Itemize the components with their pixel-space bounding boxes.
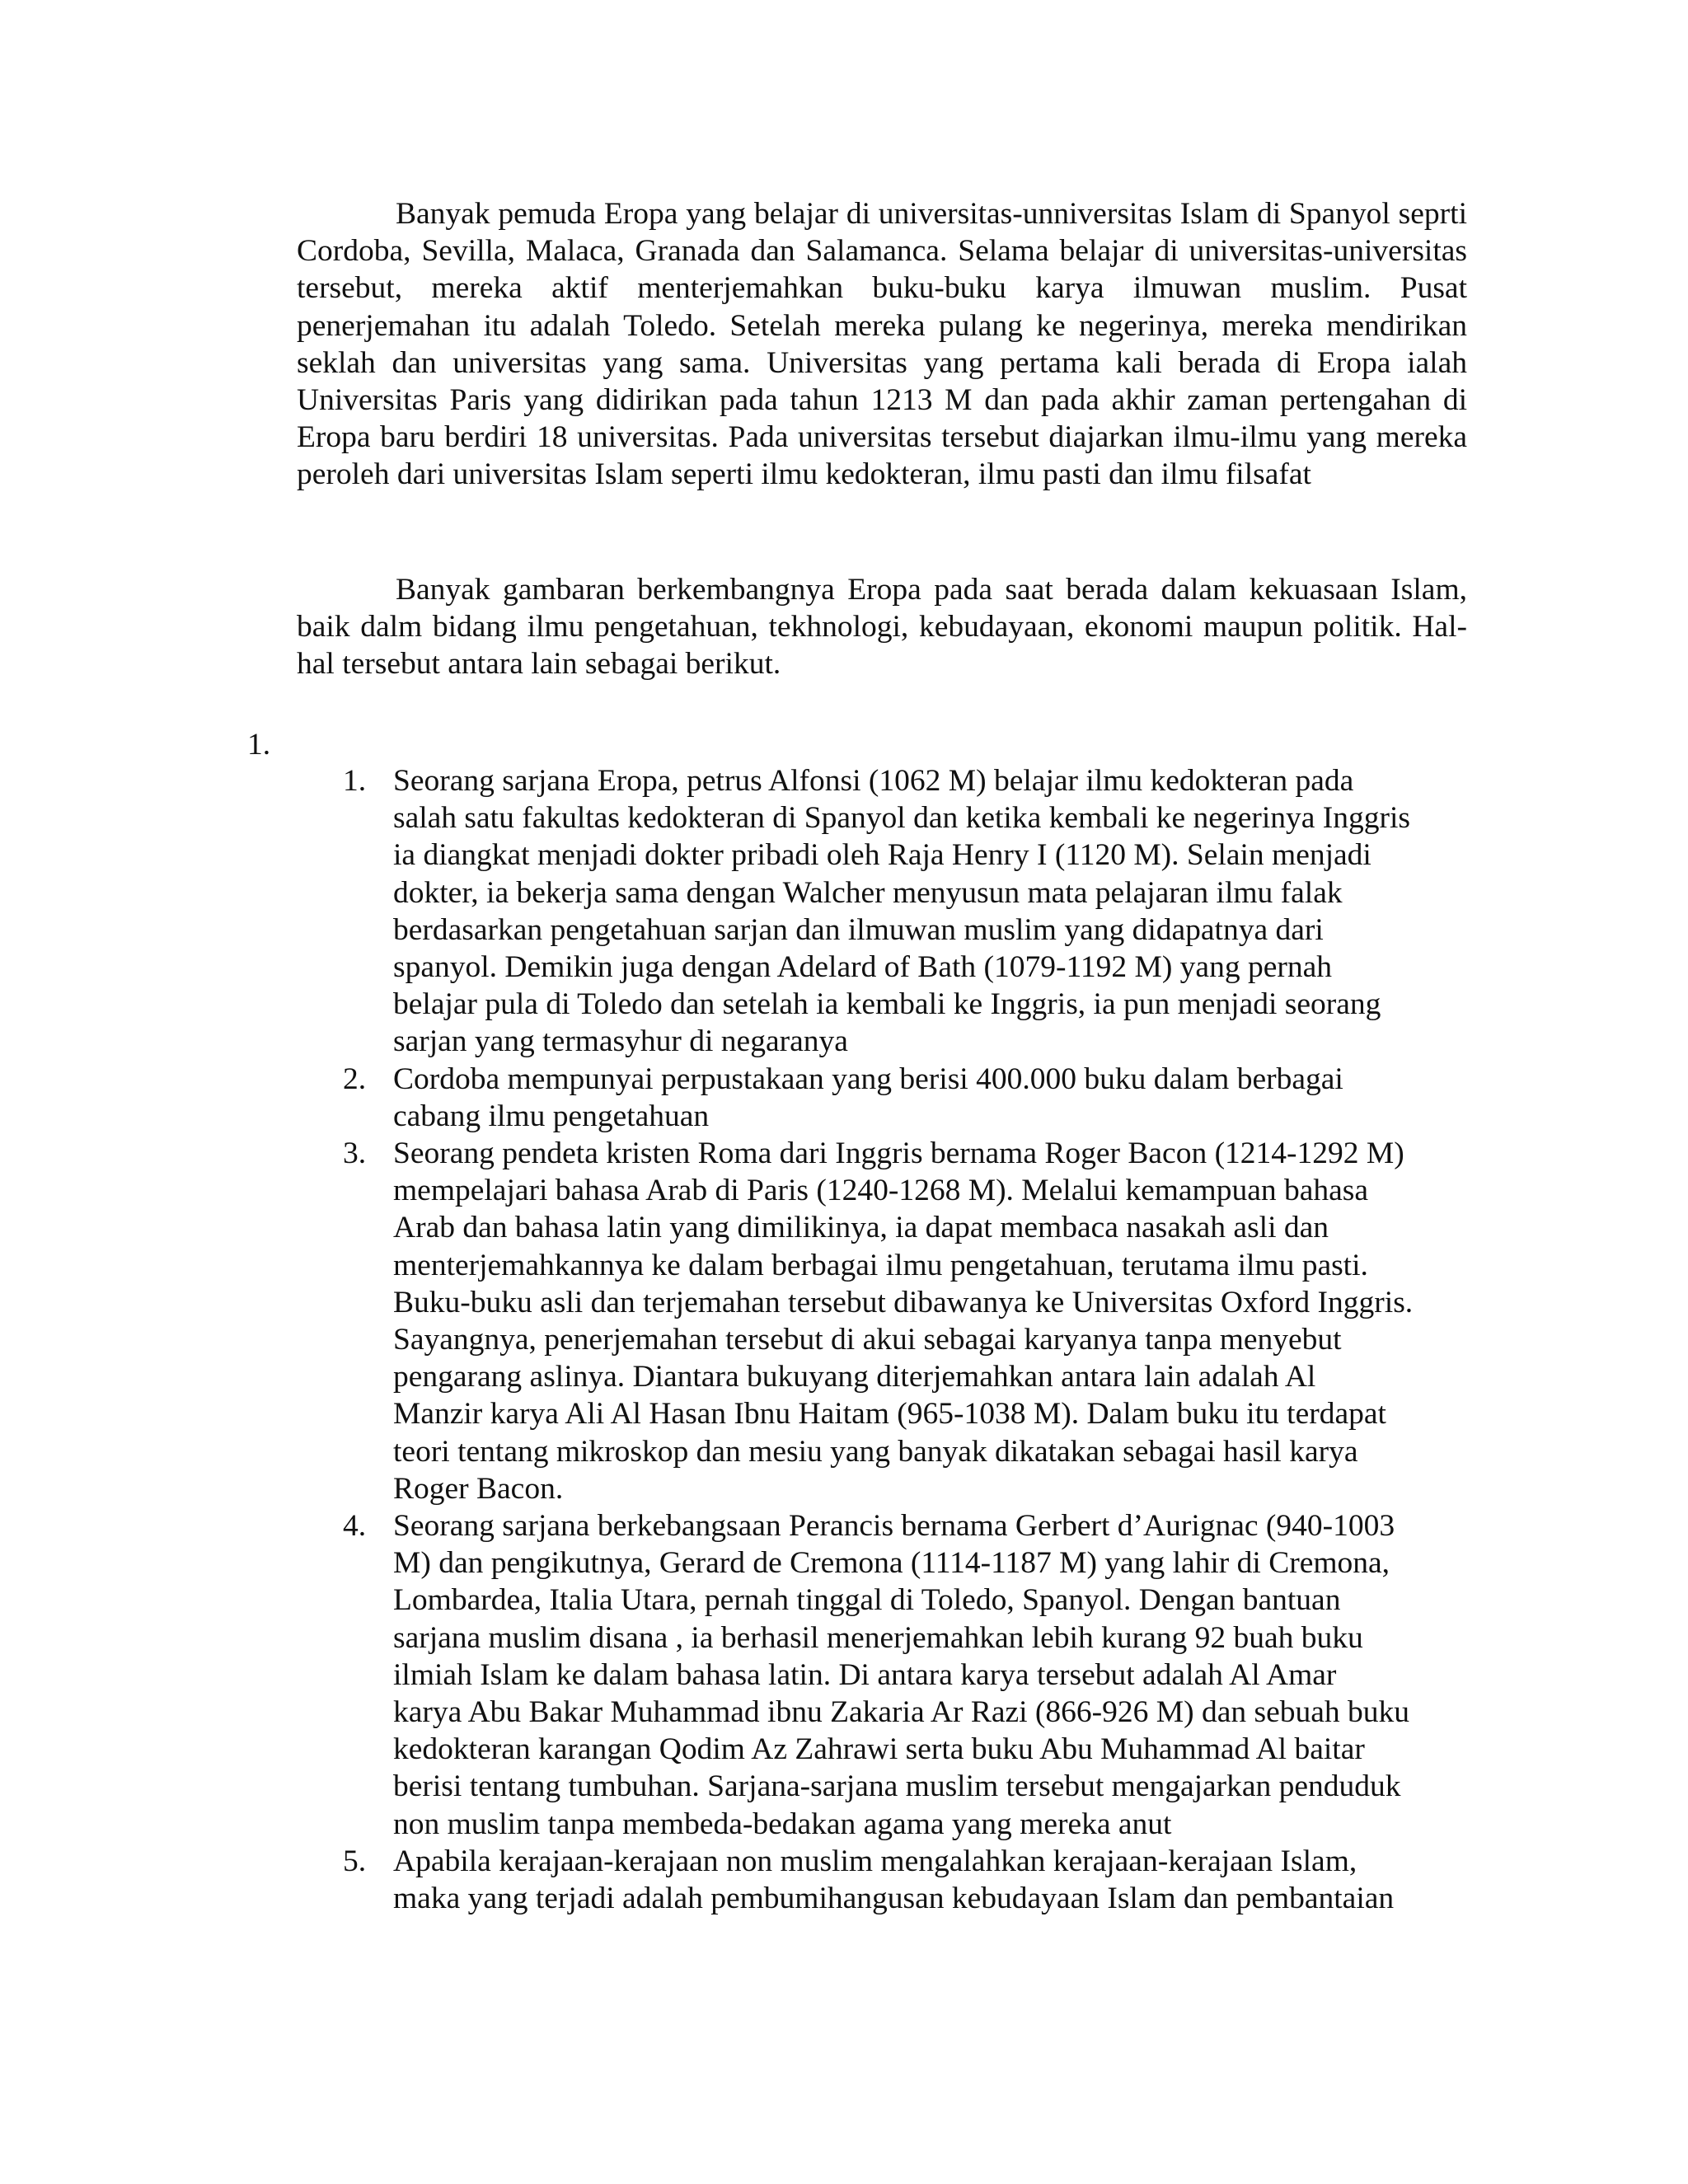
list-item-line: karya Abu Bakar Muhammad ibnu Zakaria Ar Razi (866-926 M) dan sebuah buku <box>393 1695 1410 1730</box>
list-item-line: kedokteran karangan Qodim Az Zahrawi serta buku Abu Muhammad Al baitar <box>393 1732 1365 1767</box>
list-item-line: Roger Bacon. <box>393 1471 564 1506</box>
list-item-line: sarjan yang termasyhur di negaranya <box>393 1024 848 1059</box>
list-item-line: Arab dan bahasa latin yang dimilikinya, ia dapat membaca nasakah asli dan <box>393 1211 1329 1245</box>
list-item-number: 4. <box>343 1509 367 1544</box>
list-item-number: 3. <box>343 1137 367 1171</box>
list-item-line: ia diangkat menjadi dokter pribadi oleh Raja Henry I (1120 M). Selain menjadi <box>393 838 1372 873</box>
list-item-line: belajar pula di Toledo dan setelah ia kembali ke Inggris, ia pun menjadi seorang <box>393 987 1381 1022</box>
list-item-line: menterjemahkannya ke dalam berbagai ilmu pengetahuan, terutama ilmu pasti. <box>393 1248 1368 1282</box>
list-item-line: Lombardea, Italia Utara, pernah tinggal di Toledo, Spanyol. Dengan bantuan <box>393 1583 1341 1618</box>
list-item-line: Cordoba mempunyai perpustakaan yang berisi 400.000 buku dalam berbagai <box>393 1062 1343 1096</box>
list-item-line: teori tentang mikroskop dan mesiu yang banyak dikatakan sebagai hasil karya <box>393 1434 1358 1469</box>
paragraph-intro: Banyak pemuda Eropa yang belajar di universitas-unniversitas Islam di Spanyol seprti Cordoba, Sevilla, Malaca, Granada dan Salamanca. Selama belajar di universitas-universitas tersebut, mereka aktif menterjemahkan buku-buku karya ilmuwan muslim. Pusat penerjemahan itu adalah Toledo. Setelah mereka pulang ke negerinya, mereka mendirikan seklah dan universitas yang sama. Universitas yang pertama kali berada di Eropa ialah Universitas Paris yang didirikan pada tahun 1213 M dan pada akhir zaman pertengahan di Eropa baru berdiri 18 universitas. Pada universitas tersebut diajarkan ilmu-ilmu yang mereka peroleh dari universitas Islam seperti ilmu kedokteran, ilmu pasti dan ilmu filsafat <box>297 197 1467 492</box>
list-item-line: non muslim tanpa membeda-bedakan agama yang mereka anut <box>393 1807 1172 1841</box>
list-item-line: M) dan pengikutnya, Gerard de Cremona (1114-1187 M) yang lahir di Cremona, <box>393 1546 1390 1581</box>
list-item <box>0 1507 1489 1843</box>
list-item-line: Seorang sarjana berkebangsaan Perancis bernama Gerbert d’Aurignac (940-1003 <box>393 1509 1395 1544</box>
list-item <box>0 1843 1489 1917</box>
list-item-line: mempelajari bahasa Arab di Paris (1240-1268 M). Melalui kemampuan bahasa <box>393 1174 1368 1208</box>
outer-list-number: 1. <box>247 728 271 762</box>
list-item <box>0 762 1489 1061</box>
list-item-line: Apabila kerajaan-kerajaan non muslim mengalahkan kerajaan-kerajaan Islam, <box>393 1844 1357 1878</box>
list-item-line: ilmiah Islam ke dalam bahasa latin. Di antara karya tersebut adalah Al Amar <box>393 1657 1337 1692</box>
list-item-line: cabang ilmu pengetahuan <box>393 1099 710 1133</box>
list-item-line: maka yang terjadi adalah pembumihangusan kebudayaan Islam dan pembantaian <box>393 1882 1395 1916</box>
list-item-number: 5. <box>343 1844 367 1878</box>
list-item <box>0 1061 1489 1135</box>
list-item-line: spanyol. Demikin juga dengan Adelard of Bath (1079-1192 M) yang pernah <box>393 950 1332 985</box>
list-item-line: Manzir karya Ali Al Hasan Ibnu Haitam (965-1038 M). Dalam buku itu terdapat <box>393 1397 1386 1432</box>
list-item-line: dokter, ia bekerja sama dengan Walcher menyusun mata pelajaran ilmu falak <box>393 875 1343 910</box>
paragraph-overview: Banyak gambaran berkembangnya Eropa pada saat berada dalam kekuasaan Islam, baik dalm bidang ilmu pengetahuan, tekhnologi, kebudayaan, ekonomi maupun politik. Hal-hal tersebut antara lain sebagai berikut. <box>297 573 1467 682</box>
list-item-number: 1. <box>343 764 367 798</box>
list-item-line: berdasarkan pengetahuan sarjan dan ilmuwan muslim yang didapatnya dari <box>393 912 1324 947</box>
list-item-line: berisi tentang tumbuhan. Sarjana-sarjana muslim tersebut mengajarkan penduduk <box>393 1769 1401 1804</box>
list-item-line: sarjana muslim disana , ia berhasil menerjemahkan lebih kurang 92 buah buku <box>393 1620 1363 1655</box>
list-item-line: Seorang sarjana Eropa, petrus Alfonsi (1062 M) belajar ilmu kedokteran pada <box>393 764 1354 798</box>
numbered-list <box>0 762 1688 1917</box>
list-item-line: pengarang aslinya. Diantara bukuyang diterjemahkan antara lain adalah Al <box>393 1360 1316 1394</box>
list-item-line: Sayangnya, penerjemahan tersebut di akui sebagai karyanya tanpa menyebut <box>393 1323 1342 1357</box>
list-item <box>0 1135 1489 1507</box>
list-item-line: Seorang pendeta kristen Roma dari Inggris bernama Roger Bacon (1214-1292 M) <box>393 1137 1404 1171</box>
list-item-number: 2. <box>343 1062 367 1096</box>
list-item-line: salah satu fakultas kedokteran di Spanyol dan ketika kembali ke negerinya Inggris <box>393 801 1411 836</box>
list-item-line: Buku-buku asli dan terjemahan tersebut dibawanya ke Universitas Oxford Inggris. <box>393 1285 1414 1319</box>
